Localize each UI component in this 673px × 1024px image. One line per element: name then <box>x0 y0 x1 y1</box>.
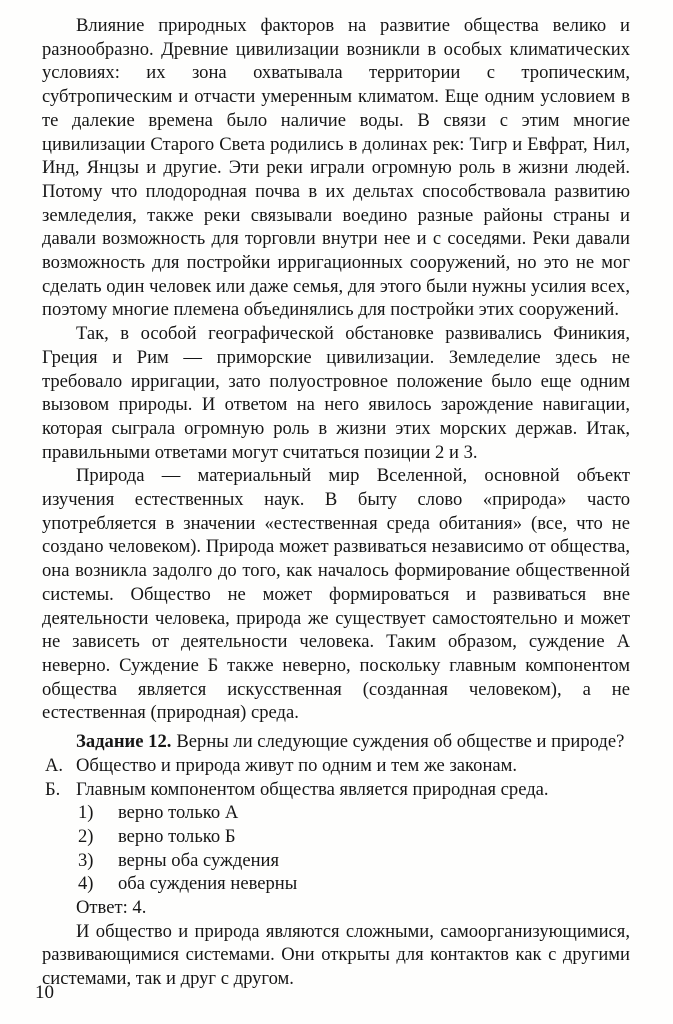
answer-option-3 <box>42 849 630 873</box>
task-question: Верны ли следующие суждения об обществе и природе? <box>176 731 625 753</box>
option-4-marker: 4) <box>78 873 94 895</box>
answer-option-2 <box>42 825 630 849</box>
option-2-text: верно только Б <box>118 825 236 847</box>
task-heading <box>42 730 630 754</box>
option-2-marker: 2) <box>78 825 94 847</box>
page-number: 10 <box>35 982 54 1003</box>
statement-a-marker: А. <box>45 754 64 776</box>
option-1-text: верно только А <box>118 802 239 824</box>
statement-a-text: Общество и природа живут по одним и тем же законам. <box>76 754 518 776</box>
statement-b-text: Главным компонентом общества является природная среда. <box>76 778 549 800</box>
statement-b-marker: Б. <box>45 778 61 800</box>
task-label: Задание 12. <box>76 731 172 753</box>
statement-a <box>42 754 630 778</box>
paragraph-natural-factors: Влияние природных факторов на развитие общества велико и разнообразно. Древние цивилизации возникли в особых климатических условиях: их зона охватывала территории с тропическим, субтропическим и отчасти умеренным климатом. Еще одним условием в те далекие времена было наличие воды. В связи с этим многие цивилизации Старого Света родились в долинах рек: Тигр и Евфрат, Нил, Инд, Янцзы и другие. Эти реки играли огромную роль в жизни людей. Потому что плодородная почва в их дельтах способствовала развитию земледелия, также реки связывали воедино разные районы страны и давали возможность для торговли внутри нее и с соседями. Реки давали возможность для постройки ирригационных сооружений, но это не мог сделать один человек или даже семья, для этого были нужны усилия всех, поэтому многие племена объединялись для постройки этих сооружений. <box>42 15 630 321</box>
answer-line: Ответ: 4. <box>76 897 147 919</box>
option-1-marker: 1) <box>78 802 94 824</box>
closing-paragraph: И общество и природа являются сложными, самоорганизующимися, развивающимися системами. Они открыты для контактов как с другими системами, так и друг с другом. <box>42 920 630 990</box>
page-text <box>42 14 630 991</box>
statement-b <box>42 778 630 802</box>
paragraph-geography: Так, в особой географической обстановке развивались Финикия, Греция и Рим — приморские цивилизации. Земледелие здесь не требовало ирригации, зато полуостровное положение было еще одним вызовом природы. И ответом на него явилось зарождение навигации, которая сыграла огромную роль в жизни этих морских держав. Итак, правильными ответами могут считаться позиции 2 и 3. <box>42 323 630 463</box>
answer-option-1 <box>42 801 630 825</box>
option-4-text: оба суждения неверны <box>118 873 298 895</box>
option-3-text: верны оба суждения <box>118 849 280 871</box>
paragraph-nature-definition: Природа — материальный мир Вселенной, основной объект изучения естественных наук. В быту слово «природа» часто употребляется в значении «естественная среда обитания» (все, что не создано человеком). Природа может развиваться независимо от общества, она возникла задолго до того, как началось формирование общественной системы. Общество не может формироваться и развиваться вне деятельности человека, природа же существует самостоятельно и может не зависеть от деятельности человека. Таким образом, суждение А неверно. Суждение Б также неверно, поскольку главным компонентом общества является искусственная (созданная человеком), а не естественная (природная) среда. <box>42 465 630 724</box>
answer-option-4 <box>42 872 630 896</box>
option-3-marker: 3) <box>78 849 94 871</box>
